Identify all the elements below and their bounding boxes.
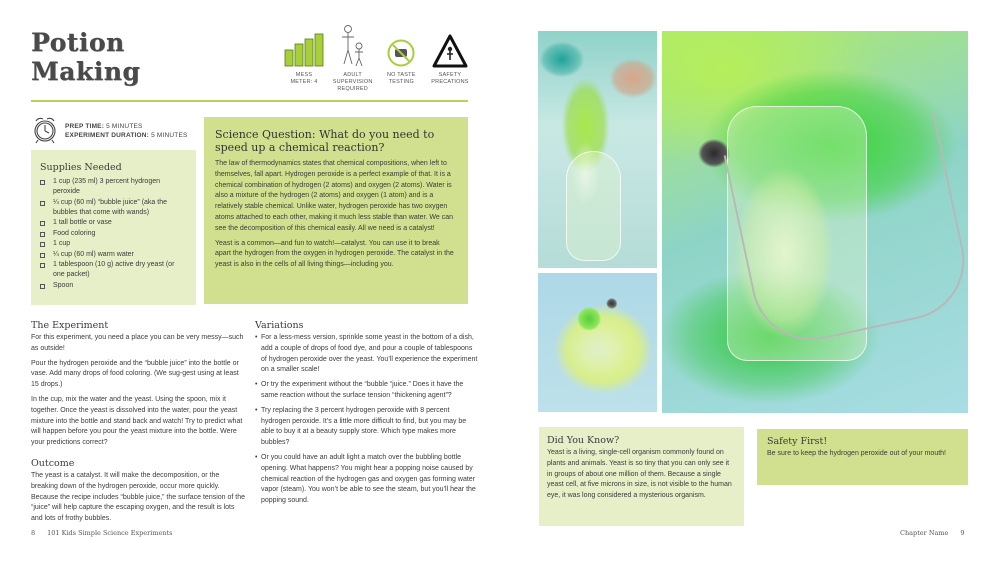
experiment-paragraph: For this experiment, you need a place you can be very messy—such as outside! <box>31 334 244 352</box>
outcome-text: The yeast is a catalyst. It will make the decomposition, or the breaking down of the hydrogen peroxide, occur more quickly. Because the recipe includes “bubble juice,” the surface tension of the “juice” will help capture the escaping oxygen, and the result is lots and lots of frothy bubbles. <box>31 472 246 523</box>
supply-item: Food coloring <box>40 229 187 239</box>
variations-heading: Variations <box>255 320 304 331</box>
no-taste-testing-icon <box>379 28 423 68</box>
footer-left <box>31 529 184 537</box>
safety-first-box <box>757 429 968 485</box>
supply-item: 1 tall bottle or vase <box>40 218 187 228</box>
supplies-heading: Supplies Needed <box>40 162 122 173</box>
experiment-paragraph: Pour the hydrogen peroxide and the “bubble juice” into the bottle or vase. Add many drops of food coloring. (We sug-gest using at least 15 drops.) <box>31 359 239 389</box>
did-you-know-text: Yeast is a living, single-cell organism commonly found on plants and animals. Yeast is so tiny that you can only see it in groups of about one million of them. Because a single yeast cell, at five microns in size, is not visible to the human eye, it was long considered a mysterious organism. <box>547 449 732 500</box>
page-number-right: 9 <box>960 529 965 537</box>
badge-mess-meter <box>282 28 326 98</box>
experiment-paragraph: In the cup, mix the water and the yeast. Using the spoon, mix it together. Once the yeast is dissolved into the water, pour the yeast mixture into the bottle and stand back and watch! Try to predict what will happen before you pour the yeast mixture into the bottle. Were your predictions correct? <box>31 395 243 447</box>
outcome-section <box>31 458 246 529</box>
did-you-know-box <box>539 427 744 526</box>
prep-time-label: PREP TIME: <box>65 123 105 130</box>
variation-item: • Or try the experiment without the “bubble “juice.” Does it have the same reaction without the surface tension “thickening agent”? <box>255 380 480 402</box>
duration-value: 5 MINUTES <box>149 132 188 139</box>
activity-badges <box>282 28 472 98</box>
supply-item: ¼ cup (60 ml) warm water <box>40 250 187 260</box>
bottle-shape <box>566 151 621 261</box>
badge-safety-precautions <box>428 28 472 98</box>
header-divider <box>31 100 468 102</box>
supply-item: 1 cup (235 ml) 3 percent hydrogen peroxide <box>40 177 187 197</box>
badge-label: NO TASTE TESTING <box>387 72 416 85</box>
photo-adding-yeast <box>538 31 657 268</box>
variation-item: • Try replacing the 3 percent hydrogen peroxide with 8 percent hydrogen peroxide. It’s a little more difficult to find, but you may be able to buy it at a beauty supply store. Which type makes more bubbles? <box>255 406 480 449</box>
checkbox-icon <box>40 284 45 289</box>
science-question-box <box>204 117 468 304</box>
checkbox-icon <box>40 221 45 226</box>
warning-triangle-icon <box>428 28 472 68</box>
alarm-clock-icon <box>31 115 59 145</box>
outcome-heading: Outcome <box>31 458 75 469</box>
badge-adult-supervision <box>331 28 375 98</box>
prep-time-value: 5 MINUTES <box>104 123 143 130</box>
photo-bottle-green-spill <box>662 31 968 413</box>
page-number-left: 8 <box>31 529 36 537</box>
supplies-box <box>31 150 196 305</box>
supply-list <box>40 177 187 291</box>
badge-label: MESS METER: 4 <box>290 72 318 85</box>
book-title: 101 Kids Simple Science Experiments <box>47 529 173 537</box>
duration-label: EXPERIMENT DURATION: <box>65 132 150 139</box>
supply-item: ¼ cup (60 ml) “bubble juice” (aka the bubbles that come with wands) <box>40 198 187 218</box>
safety-first-heading: Safety First! <box>767 436 828 447</box>
photo-foam-overflow <box>538 273 657 412</box>
safety-first-text: Be sure to keep the hydrogen peroxide out of your mouth! <box>767 450 947 457</box>
prep-info <box>31 115 206 147</box>
badge-no-taste-testing <box>379 28 423 98</box>
supply-item: 1 cup <box>40 239 187 249</box>
badge-label: ADULT SUPERVISION REQUIRED <box>332 72 373 92</box>
mess-meter-icon <box>282 28 326 68</box>
variations-list <box>255 333 480 507</box>
checkbox-icon <box>40 263 45 268</box>
did-you-know-heading: Did You Know? <box>547 435 620 446</box>
experiment-heading: The Experiment <box>31 320 109 331</box>
experiment-section <box>31 320 246 453</box>
checkbox-icon <box>40 232 45 237</box>
variations-section <box>255 320 480 511</box>
adult-supervision-icon <box>331 28 375 68</box>
badge-label: SAFETY PRECATIONS <box>431 72 469 85</box>
question-paragraph: The law of thermodynamics states that chemical compositions, when left to themselves, fall apart. Hydrogen peroxide is a perfect example of that. It is a chemical combination of hydrogen (2 atoms) and oxygen (2 atoms). Water is also a mixture of the hydrogen (2 atoms) and oxygen (1 atom) and is a relatively stable chemical. Unlike water, hydrogen peroxide has two oxygen atoms attached to each other, making it much less stable than water. We can see the decomposition of this chemical easily. All we need is a catalyst! <box>215 160 453 232</box>
question-paragraph: Yeast is a common—and fun to watch!—catalyst. You can use it to break apart the hydrogen from the oxygen in hydrogen peroxide. The catalyst in the yeast is also in the cells of all living things—including you. <box>215 239 454 269</box>
supply-item: 1 tablespoon (10 g) active dry yeast (or one packet) <box>40 260 187 280</box>
prep-times <box>65 122 188 140</box>
footer-right <box>900 529 965 537</box>
title-line-1: Potion <box>31 28 125 57</box>
chapter-name: Chapter Name <box>900 529 949 537</box>
page-title <box>31 28 211 86</box>
science-question-title: Science Question: What do you need to speed up a chemical reaction? <box>215 128 435 154</box>
checkbox-icon <box>40 180 45 185</box>
title-line-2: Making <box>31 57 141 86</box>
checkbox-icon <box>40 201 45 206</box>
variation-item: • For a less-mess version, sprinkle some yeast in the bottom of a dish, add a couple of drops of food dye, and pour a couple of tablespoons of hydrogen peroxide over the yeast. You’ll experience the experiment on a smaller scale! <box>255 333 480 376</box>
checkbox-icon <box>40 253 45 258</box>
variation-item: • Or you could have an adult light a match over the bubbling bottle opening. What happens? You might hear a popping noise caused by chemical reaction of the hydrogen gas and oxygen gas forming water vapor (steam). You won’t be able to see the steam, but you’ll hear the popping sound. <box>255 453 480 507</box>
checkbox-icon <box>40 242 45 247</box>
supply-item: Spoon <box>40 281 187 291</box>
